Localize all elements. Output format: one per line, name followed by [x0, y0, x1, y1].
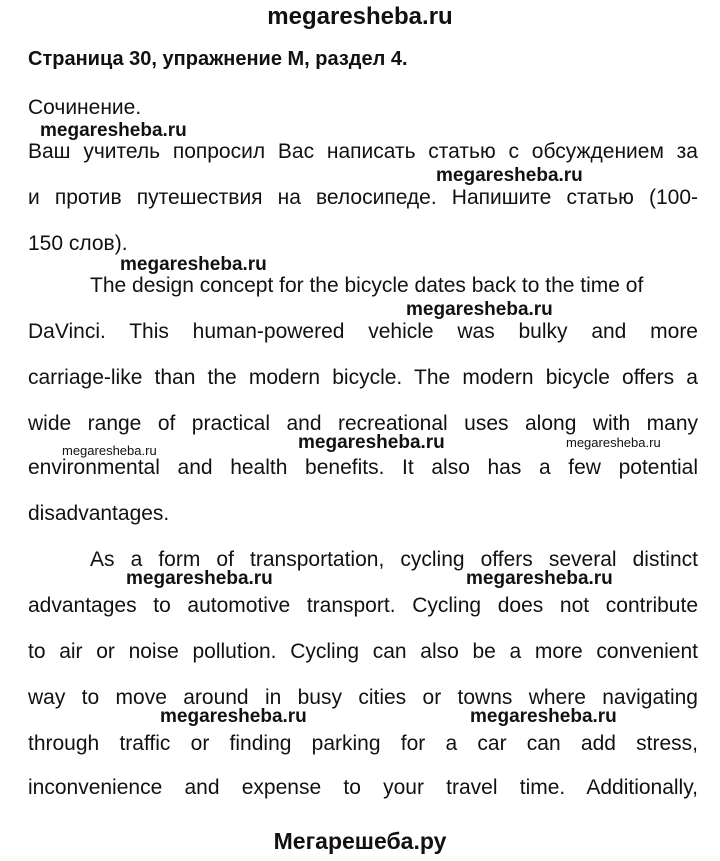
instruction-line: Ваш учитель попросил Вас написать статью с обсуждением за: [28, 140, 698, 163]
essay-line: disadvantages.: [28, 502, 170, 525]
watermark: megaresheba.ru: [406, 299, 553, 320]
essay-line: inconvenience and expense to your travel time. Additionally,: [28, 776, 698, 799]
watermark: megaresheba.ru: [160, 706, 307, 727]
essay-line: carriage-like than the modern bicycle. The modern bicycle offers a: [28, 366, 698, 389]
essay-line: to air or noise pollution. Cycling can also be a more convenient: [28, 640, 698, 663]
essay-line: advantages to automotive transport. Cycling does not contribute: [28, 594, 698, 617]
task-type-label: Сочинение.: [28, 96, 142, 119]
essay-line: through traffic or finding parking for a car can add stress,: [28, 732, 698, 755]
watermark: megaresheba.ru: [298, 432, 445, 453]
watermark: megaresheba.ru: [470, 706, 617, 727]
watermark: megaresheba.ru: [126, 568, 273, 589]
instruction-line: 150 слов).: [28, 232, 128, 255]
essay-line: The design concept for the bicycle dates back to the time of: [90, 274, 644, 297]
essay-line: environmental and health benefits. It also has a few potential: [28, 456, 698, 479]
site-title: megaresheba.ru: [267, 3, 453, 30]
essay-line: way to move around in busy cities or towns where navigating: [28, 686, 698, 709]
footer-site-name: Мегарешеба.ру: [273, 828, 447, 854]
essay-line: DaVinci. This human-powered vehicle was bulky and more: [28, 320, 698, 343]
watermark: megaresheba.ru: [62, 443, 157, 458]
exercise-heading: Страница 30, упражнение M, раздел 4.: [28, 48, 408, 70]
watermark: megaresheba.ru: [436, 165, 583, 186]
watermark: megaresheba.ru: [566, 435, 661, 450]
watermark: megaresheba.ru: [40, 120, 187, 141]
watermark: megaresheba.ru: [466, 568, 613, 589]
watermark: megaresheba.ru: [120, 254, 267, 275]
essay-line: wide range of practical and recreational uses along with many: [28, 412, 698, 435]
essay-line: As a form of transportation, cycling offers several distinct: [90, 548, 698, 571]
instruction-line: и против путешествия на велосипеде. Напишите статью (100-: [28, 186, 698, 209]
